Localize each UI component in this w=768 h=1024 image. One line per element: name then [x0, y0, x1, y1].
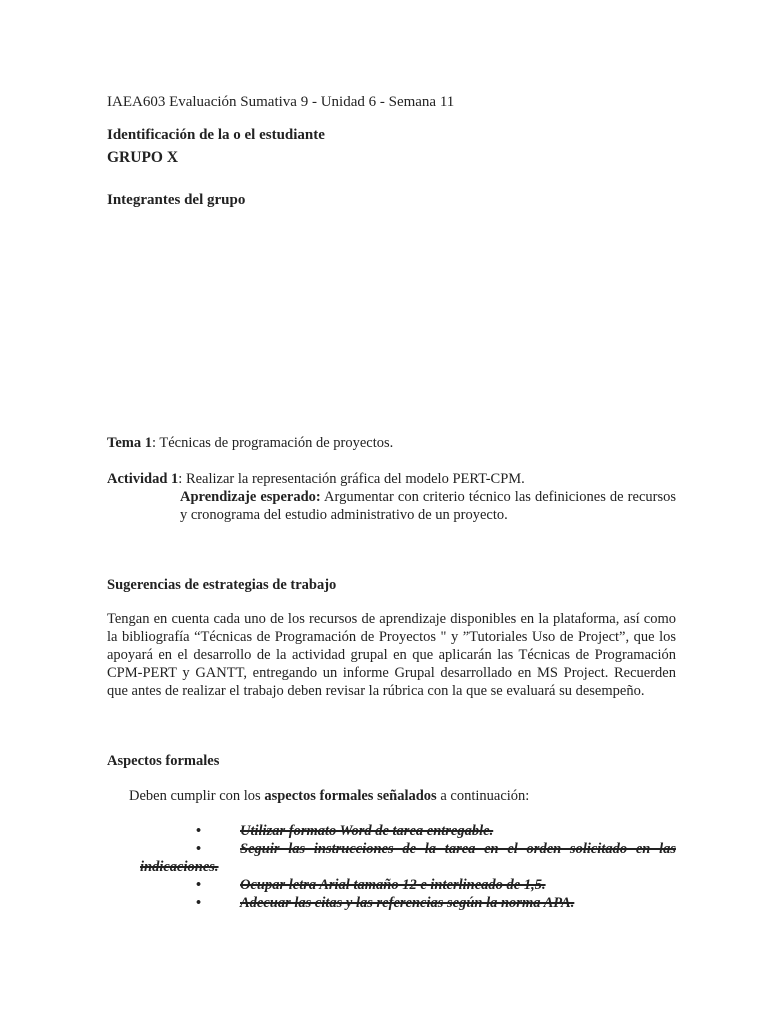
- aspectos-title: Aspectos formales: [107, 753, 220, 769]
- aprendizaje-label: Aprendizaje esperado:: [180, 489, 321, 505]
- document-page: [107, 0, 676, 1024]
- sugerencias-paragraph: Tengan en cuenta cada uno de los recursos de aprendizaje disponibles en la plataforma, así como la bibliografía “Técnicas de Programación de Proyectos " y ”Tutoriales Uso de Project”, que los apoyará en el desarrollo de la actividad grupal en que aplicarán las Técnicas de Programación CPM-PERT y GANTT, entregando un informe Grupal desarrollado en MS Project. Recuerden que antes de realizar el trabajo deben revisar la rúbrica con la que se evaluará su desempeño.: [107, 611, 676, 699]
- tema-text: : Técnicas de programación de proyectos.: [151, 435, 394, 451]
- actividad-text: : Realizar la representación gráfica del modelo PERT-CPM.: [178, 471, 525, 487]
- bullet-icon: •: [196, 877, 202, 893]
- list-item: [140, 894, 676, 912]
- aprendizaje-paragraph: [180, 488, 676, 524]
- document-header: IAEA603 Evaluación Sumativa 9 - Unidad 6 - Semana 11: [107, 94, 455, 110]
- aspectos-intro-pre: Deben cumplir con los: [129, 788, 265, 804]
- bullet-icon: •: [196, 895, 202, 911]
- aspectos-intro-bold: aspectos formales señalados: [264, 788, 437, 804]
- aspectos-intro: [129, 787, 529, 805]
- group-name: GRUPO X: [107, 149, 179, 166]
- bullet-icon: •: [196, 823, 202, 839]
- sugerencias-title: Sugerencias de estrategias de trabajo: [107, 577, 337, 593]
- list-item: [140, 822, 676, 840]
- identification-label: Identificación de la o el estudiante: [107, 127, 325, 143]
- list-item-text: Adecuar las citas y las referencias según la norma APA.: [240, 895, 575, 911]
- list-item-text: Ocupar letra Arial tamaño 12 e interlineado de 1,5.: [240, 877, 546, 893]
- list-item-text: Utilizar formato Word de tarea entregable.: [240, 823, 494, 839]
- bullet-icon: •: [196, 841, 202, 857]
- actividad-label: Actividad 1: [107, 471, 179, 487]
- list-item-text: Seguir las instrucciones de la tarea en el orden solicitado en las indicaciones.: [140, 841, 676, 875]
- tema-line: [107, 434, 393, 452]
- aspectos-intro-post: a continuación:: [436, 788, 530, 804]
- tema-label: Tema 1: [107, 435, 152, 451]
- list-item: [140, 876, 676, 894]
- actividad-line: [107, 470, 525, 488]
- members-label: Integrantes del grupo: [107, 192, 246, 208]
- list-item: [140, 840, 676, 876]
- aprendizaje-text: Argumentar con criterio técnico las definiciones de recursos y cronograma del estudio administrativo de un proyecto.: [180, 489, 676, 523]
